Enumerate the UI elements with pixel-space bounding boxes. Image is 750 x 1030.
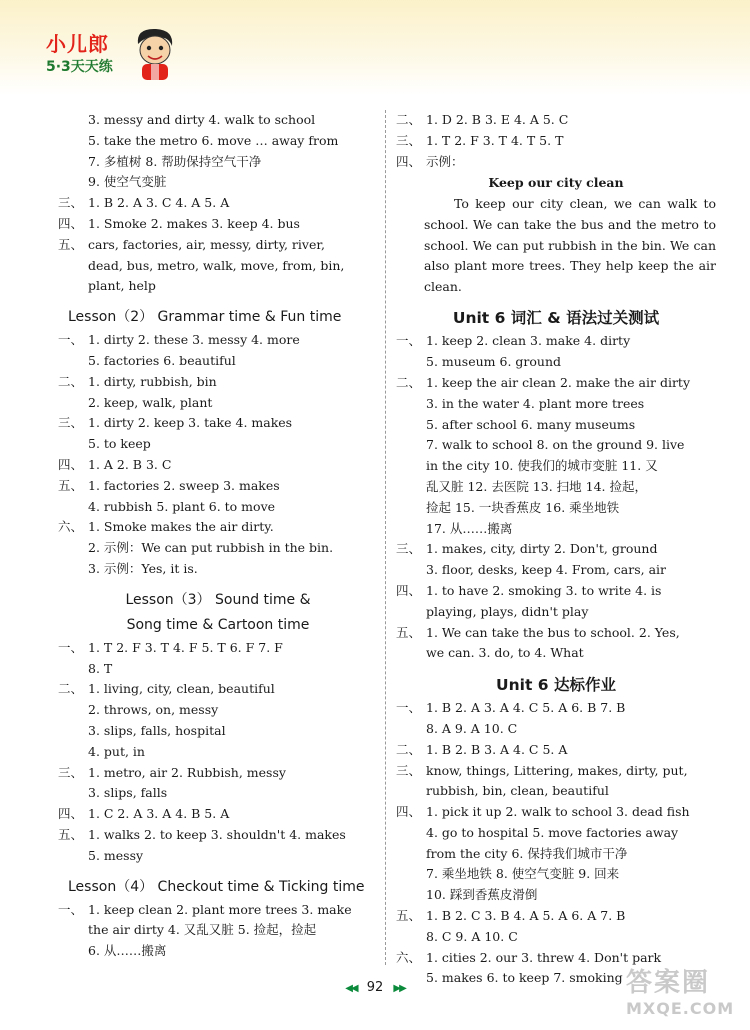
answer-text: 3. messy and dirty 4. walk to school bbox=[88, 112, 316, 127]
answer-text: 1. Smoke makes the air dirty. bbox=[88, 519, 274, 535]
section-marker: 五、 bbox=[58, 236, 84, 252]
answer-text: cars, factories, air, messy, dirty, river, bbox=[88, 236, 325, 252]
answer-line bbox=[58, 538, 378, 559]
answer-text: 1. keep clean 2. plant more trees 3. make bbox=[88, 901, 352, 917]
answer-line bbox=[58, 742, 378, 763]
answer-text: 8. A 9. A 10. C bbox=[426, 720, 518, 736]
answer-line bbox=[396, 539, 716, 560]
answer-line bbox=[58, 330, 378, 351]
answer-line bbox=[58, 497, 378, 518]
answer-line bbox=[396, 781, 716, 802]
answer-line bbox=[396, 698, 716, 719]
right-column bbox=[396, 110, 716, 989]
answer-line bbox=[58, 235, 378, 256]
mascot-boy-icon bbox=[132, 26, 178, 82]
answer-text: 1. B 2. A 3. C 4. A 5. A bbox=[88, 195, 230, 211]
answer-line bbox=[396, 643, 716, 664]
watermark-url: MXQE.COM bbox=[626, 999, 735, 1018]
section-marker: 一、 bbox=[58, 332, 84, 348]
section-marker: 二、 bbox=[58, 373, 84, 389]
answer-line bbox=[396, 740, 716, 761]
answer-line bbox=[58, 721, 378, 742]
unit-heading: Unit 6 达标作业 bbox=[496, 676, 616, 695]
essay-paragraph: To keep our city clean, we can walk to school. We can take the bus and the metro to school. We can put rubbish in the bin. We can also plant more trees. They help keep the air clean. bbox=[424, 196, 716, 294]
section-marker: 二、 bbox=[396, 374, 422, 390]
answer-text: 1. D 2. B 3. E 4. A 5. C bbox=[426, 112, 569, 127]
answer-text: 1. factories 2. sweep 3. makes bbox=[88, 477, 280, 493]
answer-text: 4. put, in bbox=[88, 743, 145, 759]
section-marker: 二、 bbox=[396, 741, 422, 757]
section-marker: 三、 bbox=[58, 764, 84, 780]
section-marker: 三、 bbox=[58, 415, 84, 431]
answer-line bbox=[396, 560, 716, 581]
answer-text: 7. walk to school 8. on the ground 9. live bbox=[426, 437, 685, 453]
answer-text: 捡起 15. 一块香蕉皮 16. 乘坐地铁 bbox=[426, 499, 620, 515]
answer-line bbox=[58, 783, 378, 804]
answer-text: 8. C 9. A 10. C bbox=[426, 928, 518, 944]
essay-title: Keep our city clean bbox=[488, 175, 624, 191]
answer-text: 5. museum 6. ground bbox=[426, 354, 561, 370]
page-number: 92 bbox=[366, 980, 384, 995]
answer-line bbox=[58, 434, 378, 455]
answer-line bbox=[58, 638, 378, 659]
answer-line bbox=[396, 927, 716, 948]
answer-line bbox=[58, 276, 378, 297]
section-marker: 一、 bbox=[58, 901, 84, 917]
answer-line bbox=[396, 352, 716, 373]
answer-text: 5. factories 6. beautiful bbox=[88, 352, 236, 368]
lesson-heading: Lesson（4） Checkout time & Ticking time bbox=[68, 878, 365, 895]
answer-line bbox=[58, 256, 378, 277]
answer-line bbox=[58, 110, 378, 131]
answer-text: 示例： bbox=[426, 153, 464, 169]
answer-text: 5. take the metro 6. move … away from bbox=[88, 132, 339, 148]
section-marker: 一、 bbox=[58, 639, 84, 655]
section-marker: 四、 bbox=[58, 215, 84, 231]
answer-text: 1. A 2. B 3. C bbox=[88, 456, 172, 472]
answer-text: 9. 使空气变脏 bbox=[88, 174, 167, 190]
answer-text: from the city 6. 保持我们城市干净 bbox=[426, 845, 628, 861]
section-marker: 五、 bbox=[396, 908, 422, 924]
section-gap bbox=[58, 297, 378, 305]
watermark bbox=[626, 962, 736, 1026]
brand-logo bbox=[40, 24, 180, 84]
answer-text: 1. T 2. F 3. T 4. T 5. T bbox=[426, 132, 564, 148]
answer-text: in the city 10. 使我们的城市变脏 11. 又 bbox=[426, 458, 658, 474]
answer-text: 5. to keep bbox=[88, 436, 151, 452]
answer-text: 1. We can take the bus to school. 2. Yes, bbox=[426, 624, 680, 640]
answer-text: 1. pick it up 2. walk to school 3. dead fish bbox=[426, 804, 690, 820]
answer-line bbox=[58, 372, 378, 393]
answer-text: 1. metro, air 2. Rubbish, messy bbox=[88, 764, 286, 780]
answer-text: rubbish, bin, clean, beautiful bbox=[426, 783, 609, 799]
answer-line bbox=[58, 152, 378, 173]
answer-line bbox=[58, 476, 378, 497]
answer-text: 1. walks 2. to keep 3. shouldn't 4. makes bbox=[88, 826, 346, 842]
section-gap bbox=[396, 297, 716, 305]
answer-text: 1. C 2. A 3. A 4. B 5. A bbox=[88, 806, 230, 822]
section-marker: 三、 bbox=[58, 195, 84, 211]
answer-text: 2. keep, walk, plant bbox=[88, 394, 213, 410]
unit-heading: Unit 6 词汇 & 语法过关测试 bbox=[452, 309, 660, 328]
section-marker: 五、 bbox=[396, 624, 422, 640]
answer-line bbox=[58, 214, 378, 235]
answer-line bbox=[58, 846, 378, 867]
answer-line bbox=[396, 864, 716, 885]
answer-text: 2. 示例：We can put rubbish in the bin. bbox=[88, 540, 334, 556]
answer-text: 3. in the water 4. plant more trees bbox=[426, 395, 645, 411]
section-marker: 三、 bbox=[396, 132, 422, 148]
answer-text: 1. T 2. F 3. T 4. F 5. T 6. F 7. F bbox=[88, 639, 283, 655]
answer-line bbox=[58, 517, 378, 538]
answer-text: 1. Smoke 2. makes 3. keep 4. bus bbox=[88, 215, 300, 231]
answer-line bbox=[58, 763, 378, 784]
section-marker: 六、 bbox=[396, 949, 422, 965]
answer-line bbox=[396, 802, 716, 823]
watermark-title: 答案圈 bbox=[626, 968, 711, 998]
answer-line bbox=[58, 825, 378, 846]
answer-line bbox=[58, 700, 378, 721]
answer-line bbox=[396, 823, 716, 844]
section-marker: 四、 bbox=[58, 456, 84, 472]
answer-line bbox=[58, 659, 378, 680]
answer-text: 乱又脏 12. 去医院 13. 扫地 14. 捡起， bbox=[426, 478, 647, 494]
answer-text: 3. floor, desks, keep 4. From, cars, air bbox=[426, 562, 667, 578]
answer-line bbox=[58, 804, 378, 825]
answer-line bbox=[396, 498, 716, 519]
answer-line bbox=[58, 679, 378, 700]
answer-line bbox=[58, 351, 378, 372]
section-marker: 五、 bbox=[58, 477, 84, 493]
answer-text: 6. 从……搬离 bbox=[88, 943, 167, 959]
section-marker: 二、 bbox=[58, 681, 84, 697]
left-column bbox=[58, 110, 378, 962]
answer-line bbox=[396, 110, 716, 131]
answer-text: 10. 踩到香蕉皮滑倒 bbox=[426, 887, 538, 903]
answer-line bbox=[396, 331, 716, 352]
answer-line bbox=[396, 477, 716, 498]
answer-text: 1. B 2. B 3. A 4. C 5. A bbox=[426, 741, 568, 757]
answer-line bbox=[396, 719, 716, 740]
answer-text: we can. 3. do, to 4. What bbox=[426, 645, 584, 661]
section-marker: 二、 bbox=[396, 112, 422, 127]
answer-text: 7. 多植树 8. 帮助保持空气干净 bbox=[88, 153, 262, 169]
answer-text: 2. throws, on, messy bbox=[88, 702, 219, 718]
answer-line bbox=[396, 456, 716, 477]
answer-line bbox=[396, 394, 716, 415]
answer-text: the air dirty 4. 又乱又脏 5. 捡起，捡起 bbox=[88, 922, 317, 938]
answer-text: 1. cities 2. our 3. threw 4. Don't park bbox=[426, 949, 662, 965]
answer-text: 5. after school 6. many museums bbox=[426, 416, 636, 432]
section-marker: 三、 bbox=[396, 541, 422, 557]
answer-text: 5. messy bbox=[88, 847, 144, 863]
answer-text: plant, help bbox=[88, 278, 156, 294]
answer-text: 1. dirty, rubbish, bin bbox=[88, 373, 217, 389]
section-marker: 四、 bbox=[396, 804, 422, 820]
answer-text: 7. 乘坐地铁 8. 使空气变脏 9. 回来 bbox=[426, 866, 620, 882]
section-marker: 一、 bbox=[396, 333, 422, 349]
answer-text: 1. dirty 2. these 3. messy 4. more bbox=[88, 332, 300, 348]
section-marker: 四、 bbox=[58, 806, 84, 822]
answer-text: know, things, Littering, makes, dirty, put, bbox=[426, 762, 688, 778]
answer-line bbox=[58, 900, 378, 921]
answer-text: 1. B 2. A 3. A 4. C 5. A 6. B 7. B bbox=[426, 700, 626, 716]
answer-line bbox=[396, 906, 716, 927]
answer-text: 17. 从……搬离 bbox=[426, 520, 513, 536]
answer-text: 1. keep 2. clean 3. make 4. dirty bbox=[426, 333, 631, 349]
answer-line bbox=[58, 455, 378, 476]
answer-line bbox=[58, 920, 378, 941]
answer-line bbox=[396, 415, 716, 436]
answer-text: 1. to have 2. smoking 3. to write 4. is bbox=[426, 582, 662, 598]
answer-line bbox=[58, 193, 378, 214]
answer-text: 8. T bbox=[88, 660, 113, 676]
section-gap bbox=[58, 867, 378, 875]
answer-text: 1. B 2. C 3. B 4. A 5. A 6. A 7. B bbox=[426, 908, 626, 924]
column-divider bbox=[385, 110, 386, 965]
answer-line bbox=[58, 559, 378, 580]
answer-text: 1. living, city, clean, beautiful bbox=[88, 681, 275, 697]
answer-line bbox=[396, 435, 716, 456]
answer-line bbox=[58, 413, 378, 434]
answer-text: 5. makes 6. to keep 7. smoking bbox=[426, 970, 623, 986]
section-marker: 五、 bbox=[58, 826, 84, 842]
answer-text: 3. slips, falls, hospital bbox=[88, 722, 226, 738]
logo-subtitle: 5·3天天练 bbox=[46, 59, 113, 75]
section-marker: 六、 bbox=[58, 519, 84, 535]
answer-line bbox=[396, 885, 716, 906]
answer-text: 4. rubbish 5. plant 6. to move bbox=[88, 498, 276, 514]
lesson-heading: Lesson（2） Grammar time & Fun time bbox=[68, 309, 342, 326]
section-gap bbox=[396, 664, 716, 672]
section-marker: 四、 bbox=[396, 582, 422, 598]
section-marker: 三、 bbox=[396, 762, 422, 778]
prev-arrow-icon: ◀◀ bbox=[345, 983, 357, 994]
answer-line bbox=[396, 602, 716, 623]
answer-line bbox=[58, 172, 378, 193]
answer-line bbox=[58, 131, 378, 152]
answer-text: dead, bus, metro, walk, move, from, bin, bbox=[88, 257, 345, 273]
answer-text: 1. dirty 2. keep 3. take 4. makes bbox=[88, 415, 293, 431]
answer-line bbox=[396, 761, 716, 782]
section-marker: 一、 bbox=[396, 700, 422, 716]
answer-line bbox=[58, 393, 378, 414]
answer-text: 1. makes, city, dirty 2. Don't, ground bbox=[426, 541, 658, 557]
lesson-heading: Lesson（3） Sound time & bbox=[125, 591, 311, 608]
answer-line bbox=[396, 131, 716, 152]
answer-line bbox=[58, 941, 378, 962]
answer-line bbox=[396, 152, 716, 173]
answer-line bbox=[396, 519, 716, 540]
lesson-heading: Song time & Cartoon time bbox=[126, 616, 310, 633]
answer-line bbox=[396, 373, 716, 394]
answer-text: 1. keep the air clean 2. make the air dirty bbox=[426, 374, 691, 390]
answer-line bbox=[396, 623, 716, 644]
answer-text: 3. 示例：Yes, it is. bbox=[88, 560, 198, 576]
section-marker: 四、 bbox=[396, 153, 422, 169]
answer-text: playing, plays, didn't play bbox=[426, 603, 589, 619]
section-gap bbox=[58, 580, 378, 588]
answer-line bbox=[396, 844, 716, 865]
answer-text: 4. go to hospital 5. move factories away bbox=[426, 824, 679, 840]
next-arrow-icon: ▶▶ bbox=[393, 983, 405, 994]
answer-line bbox=[396, 581, 716, 602]
logo-title: 小儿郎 bbox=[46, 32, 109, 56]
answer-text: 3. slips, falls bbox=[88, 785, 168, 801]
